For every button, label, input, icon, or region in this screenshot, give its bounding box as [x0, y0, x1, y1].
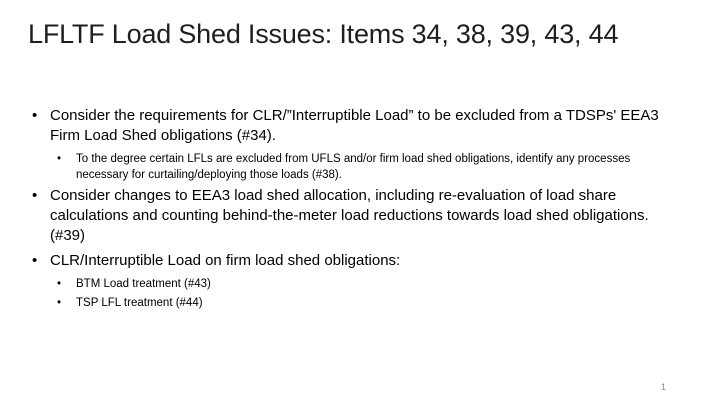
sub-bullet-text: To the degree certain LFLs are excluded from UFLS and/or firm load shed obligations, identify any processes necessary for curtailing/deploying those loads (#38).: [76, 153, 631, 181]
sub-bullet-item-44: [28, 295, 668, 311]
sub-bullet-item-38: [28, 151, 668, 183]
bullet-item-clr-obligations: [28, 251, 668, 271]
sub-bullet-text: TSP LFL treatment (#44): [76, 297, 203, 309]
bullet-item-34: [28, 106, 668, 146]
sub-bullet-text: BTM Load treatment (#43): [76, 278, 211, 290]
bullet-icon: •: [57, 297, 62, 309]
bullet-item-39: [28, 186, 668, 246]
bullet-text: Consider the requirements for CLR/”Interruptible Load” to be excluded from a TDSPs' EEA3 Firm Load Shed obligations (#34).: [50, 107, 659, 144]
bullet-text: CLR/Interruptible Load on firm load shed obligations:: [50, 252, 401, 269]
bullet-icon: •: [32, 107, 38, 124]
slide-body: [28, 106, 668, 314]
slide-number: 1: [660, 382, 666, 392]
bullet-icon: •: [32, 187, 38, 204]
bullet-text: Consider changes to EEA3 load shed allocation, including re-evaluation of load share calculations and counting behind-the-meter load reductions towards load shed obligations. (#39): [50, 187, 649, 244]
slide-title: LFLTF Load Shed Issues: Items 34, 38, 39, 43, 44: [28, 19, 619, 49]
bullet-icon: •: [57, 278, 62, 290]
sub-bullet-item-43: [28, 276, 668, 292]
bullet-icon: •: [57, 153, 62, 165]
bullet-icon: •: [32, 252, 38, 269]
